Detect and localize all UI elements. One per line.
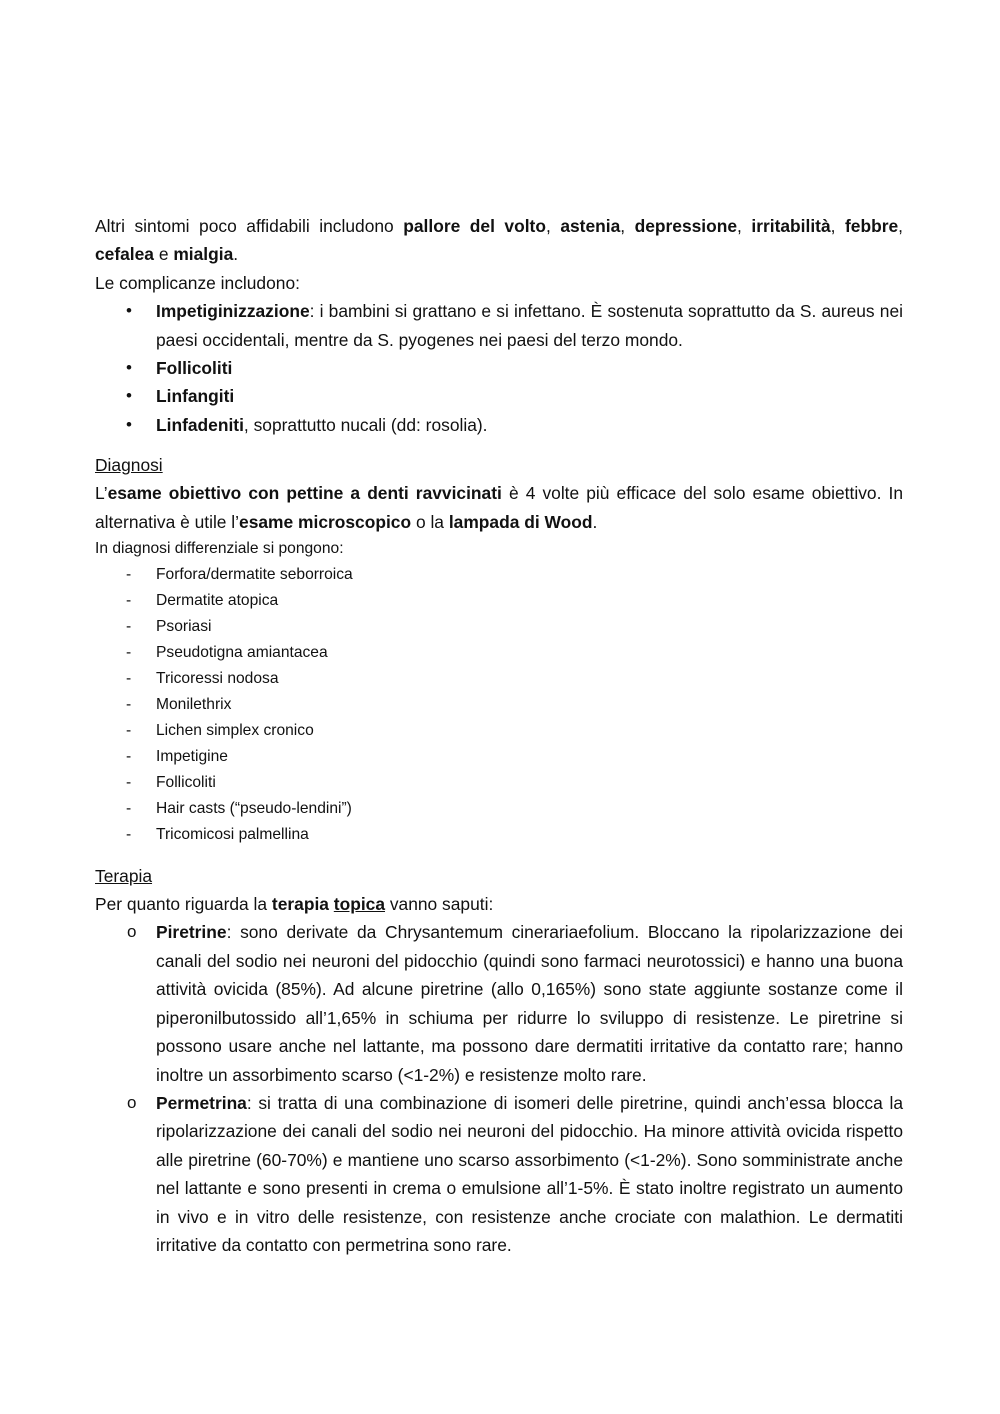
bullet-marker: • (126, 358, 132, 378)
bold-term: irritabilità (751, 216, 831, 236)
list-item (95, 614, 903, 640)
dash-marker: - (126, 696, 132, 714)
list-item-text: Lichen simplex cronico (156, 722, 314, 740)
bold-term: Permetrina (156, 1092, 247, 1113)
bold-term: febbre (844, 216, 899, 236)
text-run: , (620, 216, 635, 236)
text-run: L’ (95, 483, 108, 504)
terapia-list (95, 918, 903, 1259)
dash-marker: - (126, 722, 132, 740)
text-run: vanno saputi: (385, 894, 494, 915)
text-run: . (592, 511, 598, 532)
list-item (95, 382, 903, 410)
list-item (95, 822, 903, 848)
text-run: Per quanto riguarda la (95, 894, 272, 915)
list-item-text: Monilethrix (156, 696, 232, 714)
bullet-marker: • (126, 386, 132, 406)
bold-underlined-term: topica (333, 894, 386, 915)
dash-marker: - (126, 748, 132, 766)
list-item-text: Dermatite atopica (156, 592, 279, 610)
terapia-heading: Terapia (95, 866, 153, 887)
list-item-text: Pseudotigna amiantacea (156, 644, 328, 662)
bold-term: Linfadeniti (156, 414, 244, 435)
bold-term: Piretrine (156, 922, 227, 943)
bold-term: lampada di Wood (448, 511, 593, 532)
text-run: e (153, 244, 174, 265)
text-run: : i bambini si grattano e si infettano. È sostenuta soprattutto da S. aureus nei paesi occidentali, mentre da S. pyogenes nei paesi del terzo mondo. (156, 301, 903, 350)
bold-term: astenia (560, 216, 621, 236)
text-run: Altri sintomi poco affidabili includono (95, 216, 404, 236)
list-item (95, 588, 903, 614)
list-item-text: Follicoliti (156, 774, 216, 792)
list-item (95, 354, 903, 382)
bullet-marker: • (126, 301, 132, 321)
bold-term: terapia (271, 894, 329, 915)
list-item (95, 718, 903, 744)
text-run: , (898, 216, 903, 236)
complicanze-intro: Le complicanze includono: (95, 272, 300, 293)
differenziali-list (95, 562, 903, 848)
circle-marker: o (127, 1092, 137, 1112)
text-run: : sono derivate da Chrysantemum cinerariaefolium. Bloccano la ripolarizzazione dei canali del sodio nei neuroni del pidocchio (quindi sono farmaci neurotossici) e hanno una buona attività ovicida (85%). Ad alcune piretrine (allo 0,165%) sono state aggiunte sostanze come il piperonilbutossido all’1,65% in schiuma per ridurre lo sviluppo di resistenze. Le piretrine si possono usare anche nel lattante, ma possono dare dermatiti irritative da contatto rare; hanno inoltre un assorbimento scarso (<1-2%) e resistenze molto rare. (156, 922, 903, 1085)
list-item-text: Tricomicosi palmellina (156, 826, 309, 844)
text-run: : si tratta di una combinazione di isomeri delle piretrine, quindi anch’essa blocca la ripolarizzazione dei canali del sodio nei neuroni del pidocchio. Ha minore attività ovicida rispetto alle piretrine (60-70%) e mantiene uno scarso assorbimento (<1-2%). Sono somministrate anche nel lattante e sono presenti in crema o emulsione all’1-5%. È stato inoltre registrato un aumento in vivo e in vitro delle resistenze, con resistenze anche crociate con malathion. Le dermatiti irritative da contatto con permetrina sono rare. (156, 1092, 903, 1255)
list-item (95, 411, 903, 439)
diff-intro: In diagnosi differenziale si pongono: (95, 540, 344, 558)
dash-marker: - (126, 670, 132, 688)
list-item (95, 692, 903, 718)
list-item (95, 297, 903, 354)
dash-marker: - (126, 618, 132, 636)
bold-term: depressione (634, 216, 738, 236)
diagnosi-heading: Diagnosi (95, 455, 163, 476)
dash-marker: - (126, 592, 132, 610)
dash-marker: - (126, 566, 132, 584)
text-run: , (737, 216, 752, 236)
text-run: , (545, 216, 561, 236)
bullet-marker: • (126, 414, 132, 434)
bold-term: cefalea (95, 244, 154, 265)
list-item (95, 562, 903, 588)
text-run: , soprattutto nucali (dd: rosolia). (243, 414, 488, 435)
bold-term: mialgia (173, 244, 234, 265)
list-item-text: Psoriasi (156, 618, 212, 636)
dash-marker: - (126, 644, 132, 662)
text-run: . (233, 244, 239, 265)
list-item (95, 666, 903, 692)
list-item (95, 744, 903, 770)
list-item-text: Forfora/dermatite seborroica (156, 566, 353, 584)
complicanze-list (95, 297, 903, 439)
bold-term: pallore del volto (403, 216, 546, 236)
circle-marker: o (127, 922, 137, 942)
sintomi-paragraph (95, 212, 903, 269)
diagnosi-paragraph (95, 479, 903, 536)
bold-term: Linfangiti (156, 386, 235, 407)
list-item (95, 770, 903, 796)
bold-term: esame obiettivo con pettine a denti ravvicinati (107, 483, 502, 504)
list-item (95, 796, 903, 822)
bold-term: esame microscopico (239, 511, 412, 532)
dash-marker: - (126, 826, 132, 844)
bold-term: Follicoliti (156, 358, 233, 379)
document-page (95, 212, 903, 1259)
list-item (95, 640, 903, 666)
text-run: , (830, 216, 845, 236)
dash-marker: - (126, 774, 132, 792)
list-item-text: Tricoressi nodosa (156, 670, 279, 688)
terapia-intro (95, 890, 903, 918)
list-item (95, 1089, 903, 1259)
dash-marker: - (126, 800, 132, 818)
text-run: o la (411, 511, 449, 532)
list-item-text: Hair casts (“pseudo-lendini”) (156, 800, 352, 818)
list-item-text: Impetigine (156, 748, 228, 766)
bold-term: Impetiginizzazione (156, 301, 310, 322)
list-item (95, 918, 903, 1088)
text-run: è 4 volte più efficace del solo esame obiettivo. In alternativa è utile l’ (95, 483, 903, 532)
